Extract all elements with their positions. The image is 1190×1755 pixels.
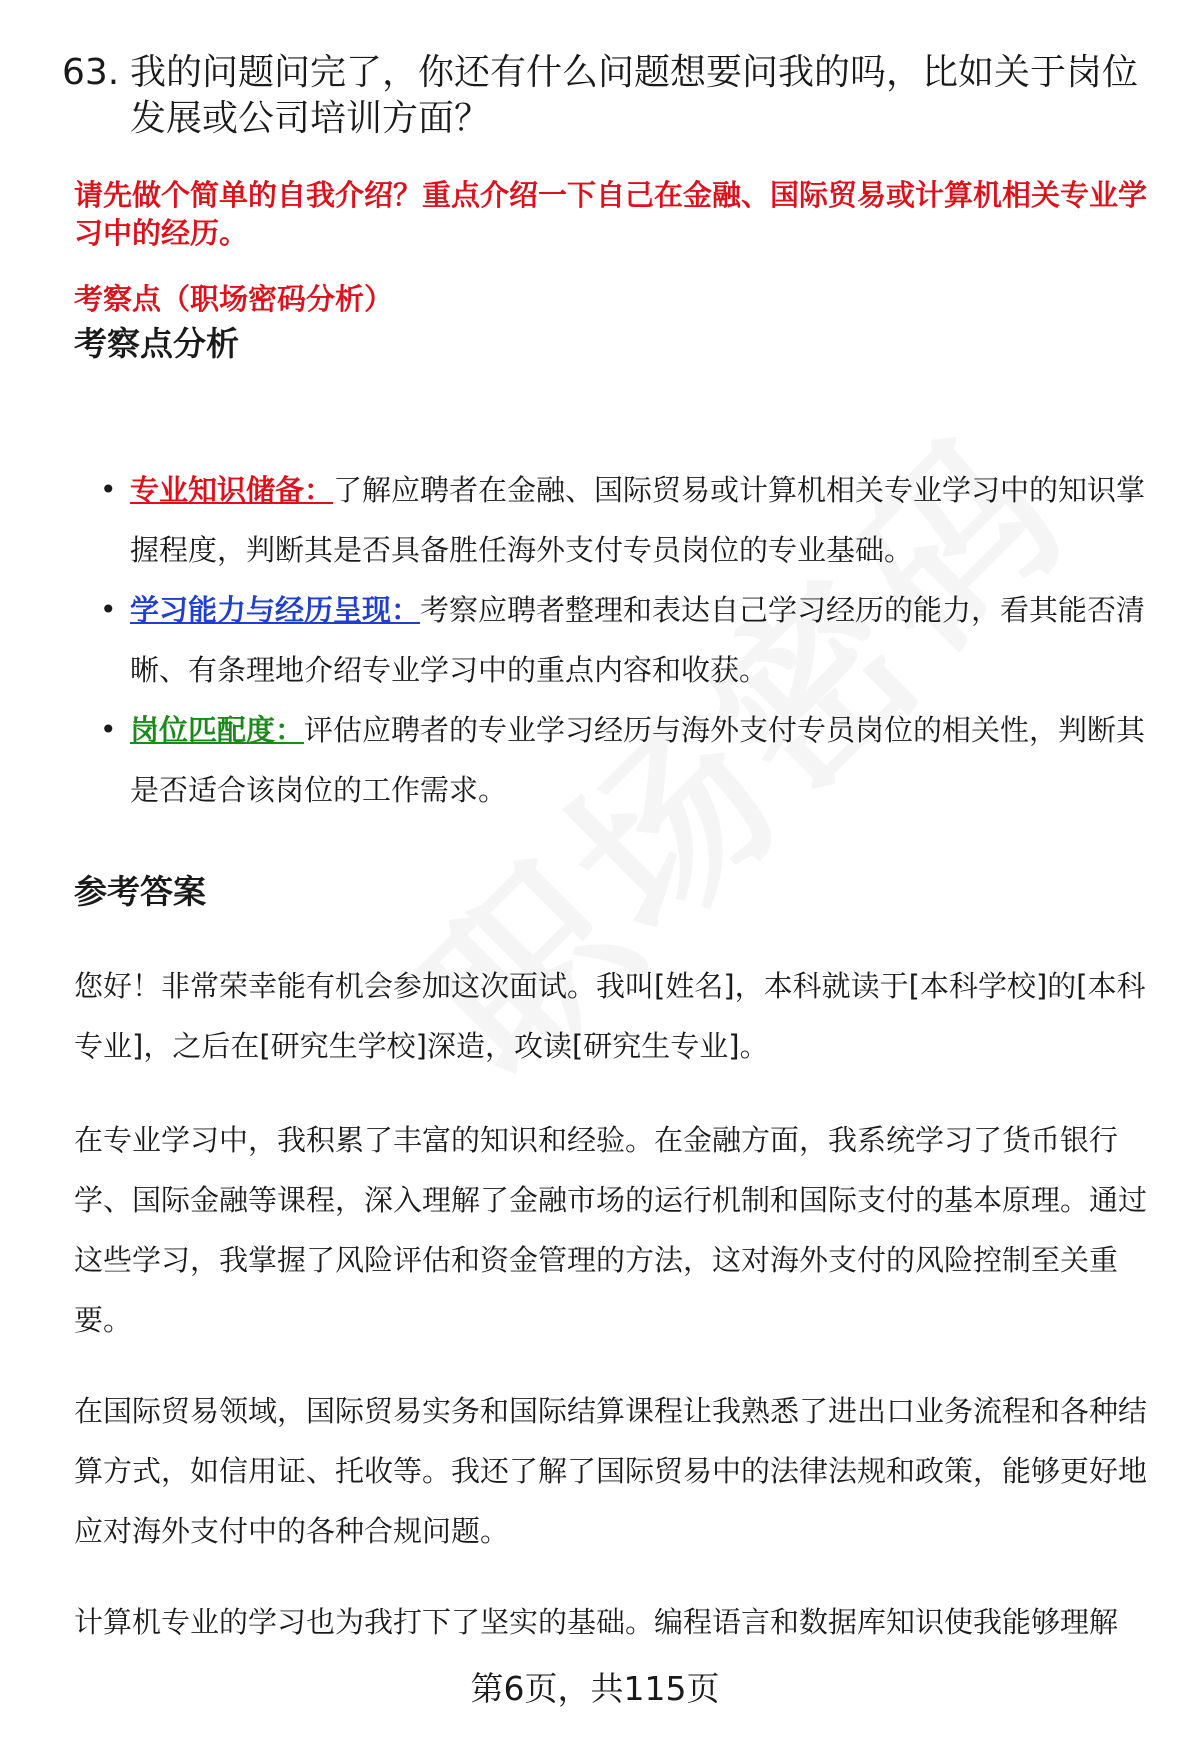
analysis-text: 考察应聘者整理和表达自己学习经历的能力，看其能否清晰、有条理地介绍专业学习中的重点内容和收获。	[130, 593, 1146, 687]
question	[62, 50, 1162, 142]
analysis-item	[100, 580, 1165, 700]
bullet-icon: •	[100, 713, 117, 746]
answer-paragraph: 您好！非常荣幸能有机会参加这次面试。我叫[姓名]，本科就读于[本科学校]的[本科专业]，之后在[研究生学校]深造，攻读[研究生专业]。	[74, 969, 1146, 1063]
analysis-subtitle: 考察点（职场密码分析）	[74, 282, 394, 316]
analysis-text: 了解应聘者在金融、国际贸易或计算机相关专业学习中的知识掌握程度，判断其是否具备胜任海外支付专员岗位的专业基础。	[130, 473, 1146, 567]
analysis-keyword: 学习能力与经历呈现：	[130, 593, 421, 627]
analysis-text: 评估应聘者的专业学习经历与海外支付专员岗位的相关性，判断其是否适合该岗位的工作需求。	[130, 713, 1146, 807]
bullet-icon: •	[100, 473, 117, 506]
question-number: 63.	[62, 52, 120, 93]
page-footer: 第6页，共115页	[470, 1669, 720, 1708]
answer-paragraph: 计算机专业的学习也为我打下了坚实的基础。编程语言和数据库知识使我能够理解	[74, 1605, 1119, 1639]
answer-paragraph: 在专业学习中，我积累了丰富的知识和经验。在金融方面，我系统学习了货币银行学、国际金融等课程，深入理解了金融市场的运行机制和国际支付的基本原理。通过这些学习，我掌握了风险评估和资金管理的方法，这对海外支付的风险控制至关重要。	[74, 1123, 1148, 1337]
analysis-list	[100, 460, 1165, 820]
analysis-keyword: 岗位匹配度：	[130, 713, 305, 747]
answer-heading: 参考答案	[74, 872, 206, 911]
intro-question: 请先做个简单的自我介绍？重点介绍一下自己在金融、国际贸易或计算机相关专业学习中的经历。	[74, 178, 1148, 250]
analysis-item	[100, 460, 1165, 580]
analysis-item	[100, 700, 1165, 820]
answer-paragraph: 在国际贸易领域，国际贸易实务和国际结算课程让我熟悉了进出口业务流程和各种结算方式，如信用证、托收等。我还了解了国际贸易中的法律法规和政策，能够更好地应对海外支付中的各种合规问题。	[74, 1394, 1148, 1548]
analysis-keyword: 专业知识储备：	[130, 473, 334, 507]
bullet-icon: •	[100, 593, 117, 626]
question-text: 我的问题问完了，你还有什么问题想要问我的吗，比如关于岗位发展或公司培训方面？	[130, 52, 1139, 139]
analysis-heading: 考察点分析	[74, 324, 239, 363]
